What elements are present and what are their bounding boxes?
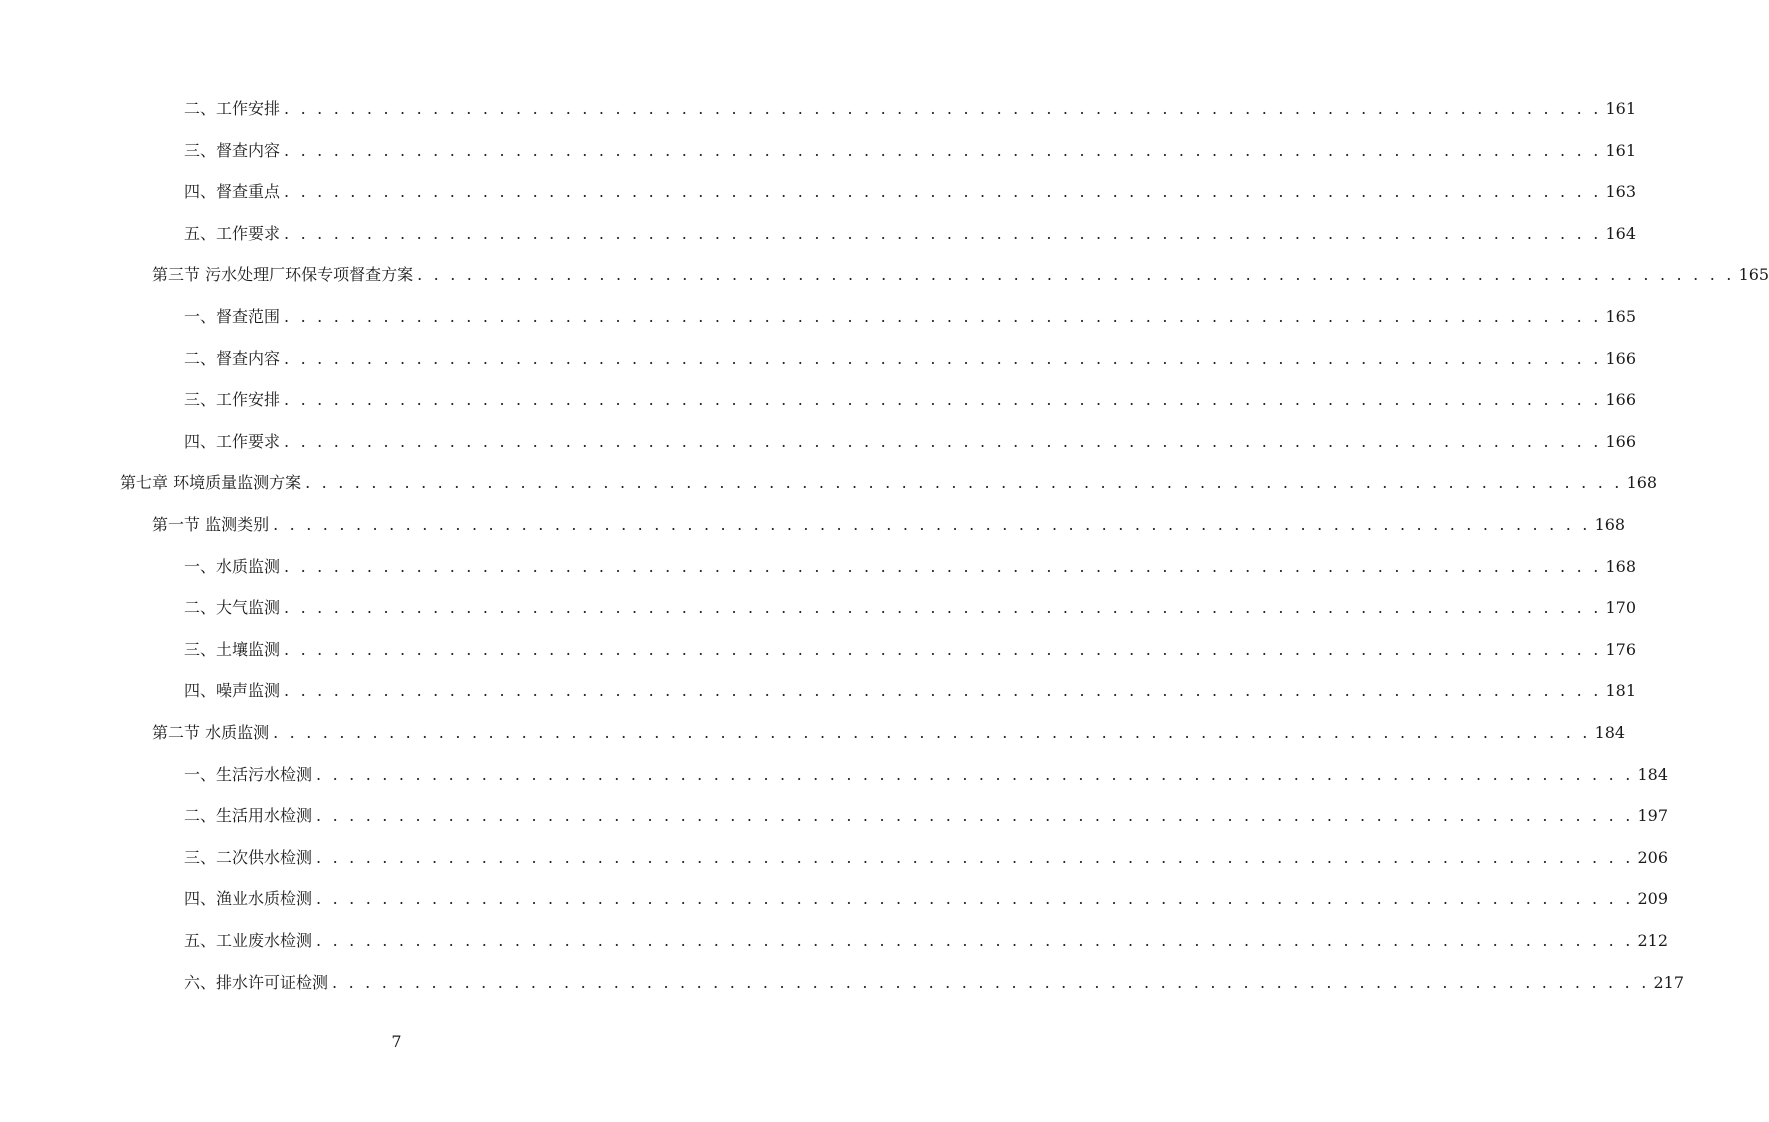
toc-entry[interactable]	[184, 179, 1637, 205]
toc-entry-title: 二、生活用水检测	[184, 806, 313, 826]
toc-entry[interactable]	[152, 720, 1626, 746]
toc-entry-title: 五、工业废水检测	[184, 931, 313, 950]
toc-entry[interactable]	[184, 762, 1669, 788]
toc-entry[interactable]	[184, 845, 1669, 871]
toc-entry[interactable]	[184, 304, 1637, 330]
toc-entry[interactable]	[184, 678, 1637, 704]
toc-dot-leader: . . . . . . . . . . . . . . . . . . . . . . . . . . . . . . . . . . . . . . . . . . . . . . . . . . . . . . . . . . . . . . . . . . . . . . . . . . . . . . . .	[284, 556, 1602, 576]
page-number: 7	[391, 1032, 402, 1051]
toc-entry-page: 161	[1605, 140, 1637, 160]
toc-entry-title: 第一节 监测类别	[152, 515, 270, 534]
toc-dot-leader: . . . . . . . . . . . . . . . . . . . . . . . . . . . . . . . . . . . . . . . . . . . . . . . . . . . . . . . . . . . . . . . . . . . . . . . . . . . . . . . .	[284, 307, 1602, 326]
toc-entry[interactable]	[184, 637, 1637, 663]
toc-entry-page: 217	[1653, 972, 1685, 992]
toc-entry[interactable]	[184, 346, 1637, 372]
toc-entry[interactable]	[184, 387, 1637, 413]
toc-entry-page: 164	[1605, 223, 1637, 243]
toc-entry[interactable]	[184, 554, 1637, 580]
toc-entry-title: 一、水质监测	[184, 556, 281, 576]
toc-entry-title: 一、生活污水检测	[184, 764, 313, 784]
toc-dot-leader: . . . . . . . . . . . . . . . . . . . . . . . . . . . . . . . . . . . . . . . . . . . . . . . . . . . . . . . . . . . . . . . . . . . . . . . . . . . . . . . .	[284, 390, 1602, 410]
toc-entry-title: 二、大气监测	[184, 598, 281, 618]
toc-entry-page: 168	[1626, 473, 1658, 493]
toc-dot-leader: . . . . . . . . . . . . . . . . . . . . . . . . . . . . . . . . . . . . . . . . . . . . . . . . . . . . . . . . . . . . . . . . . . . . . . . . . . . . . . . .	[316, 931, 1634, 950]
toc-dot-leader: . . . . . . . . . . . . . . . . . . . . . . . . . . . . . . . . . . . . . . . . . . . . . . . . . . . . . . . . . . . . . . . . . . . . . . . . . . . . . . . .	[284, 99, 1602, 118]
toc-entry[interactable]	[184, 138, 1637, 164]
toc-dot-leader: . . . . . . . . . . . . . . . . . . . . . . . . . . . . . . . . . . . . . . . . . . . . . . . . . . . . . . . . . . . . . . . . . . . . . . . . . . . . . . . .	[284, 431, 1602, 451]
toc-dot-leader: . . . . . . . . . . . . . . . . . . . . . . . . . . . . . . . . . . . . . . . . . . . . . . . . . . . . . . . . . . . . . . . . . . . . . . . . . . . . . . . .	[284, 681, 1602, 701]
toc-entry-title: 第七章 环境质量监测方案	[120, 473, 302, 493]
toc-dot-leader: . . . . . . . . . . . . . . . . . . . . . . . . . . . . . . . . . . . . . . . . . . . . . . . . . . . . . . . . . . . . . . . . . . . . . . . . . . . . . . . .	[273, 723, 1591, 742]
toc-entry-page: 165	[1738, 265, 1769, 285]
toc-entry-title: 四、渔业水质检测	[184, 889, 313, 909]
toc-dot-leader: . . . . . . . . . . . . . . . . . . . . . . . . . . . . . . . . . . . . . . . . . . . . . . . . . . . . . . . . . . . . . . . . . . . . . . . . . . . . . . . .	[316, 806, 1634, 826]
toc-entry-page: 184	[1594, 723, 1626, 742]
toc-dot-leader: . . . . . . . . . . . . . . . . . . . . . . . . . . . . . . . . . . . . . . . . . . . . . . . . . . . . . . . . . . . . . . . . . . . . . . . . . . . . . . . .	[284, 223, 1602, 243]
toc-entry[interactable]	[184, 221, 1637, 247]
toc-entry-title: 六、排水许可证检测	[184, 972, 329, 992]
toc-dot-leader: . . . . . . . . . . . . . . . . . . . . . . . . . . . . . . . . . . . . . . . . . . . . . . . . . . . . . . . . . . . . . . . . . . . . . . . . . . . . . . . .	[284, 182, 1602, 202]
toc-dot-leader: . . . . . . . . . . . . . . . . . . . . . . . . . . . . . . . . . . . . . . . . . . . . . . . . . . . . . . . . . . . . . . . . . . . . . . . . . . . . . . . .	[316, 889, 1634, 909]
toc-dot-leader: . . . . . . . . . . . . . . . . . . . . . . . . . . . . . . . . . . . . . . . . . . . . . . . . . . . . . . . . . . . . . . . . . . . . . . . . . . . . . . . .	[305, 473, 1623, 493]
toc-entry-title: 四、督查重点	[184, 182, 281, 202]
toc-entry-title: 三、督查内容	[184, 140, 281, 160]
toc-entry[interactable]	[184, 970, 1685, 996]
toc-entry-page: 209	[1637, 889, 1669, 909]
toc-entry-page: 163	[1605, 182, 1637, 202]
toc-entry[interactable]	[120, 470, 1658, 496]
toc-entry-title: 三、土壤监测	[184, 639, 281, 659]
toc-entry[interactable]	[152, 262, 1769, 288]
toc-entry-title: 四、工作要求	[184, 431, 281, 451]
toc-dot-leader: . . . . . . . . . . . . . . . . . . . . . . . . . . . . . . . . . . . . . . . . . . . . . . . . . . . . . . . . . . . . . . . . . . . . . . . . . . . . . . . .	[417, 265, 1735, 285]
toc-entry-page: 168	[1594, 515, 1626, 534]
toc-entry-title: 二、工作安排	[184, 99, 281, 118]
toc-entry-page: 161	[1605, 99, 1637, 118]
toc-entry[interactable]	[184, 429, 1637, 455]
toc-entry-page: 206	[1637, 847, 1669, 867]
toc-dot-leader: . . . . . . . . . . . . . . . . . . . . . . . . . . . . . . . . . . . . . . . . . . . . . . . . . . . . . . . . . . . . . . . . . . . . . . . . . . . . . . . .	[284, 639, 1602, 659]
toc-entry[interactable]	[184, 886, 1669, 912]
toc-dot-leader: . . . . . . . . . . . . . . . . . . . . . . . . . . . . . . . . . . . . . . . . . . . . . . . . . . . . . . . . . . . . . . . . . . . . . . . . . . . . . . . .	[332, 972, 1650, 992]
toc-entry[interactable]	[184, 803, 1669, 829]
toc-entry[interactable]	[184, 928, 1669, 954]
toc-dot-leader: . . . . . . . . . . . . . . . . . . . . . . . . . . . . . . . . . . . . . . . . . . . . . . . . . . . . . . . . . . . . . . . . . . . . . . . . . . . . . . . .	[284, 348, 1602, 368]
toc-entry-page: 184	[1637, 764, 1669, 784]
toc-entry-title: 四、噪声监测	[184, 681, 281, 701]
toc-entry-title: 第二节 水质监测	[152, 723, 270, 742]
toc-entry-title: 三、工作安排	[184, 390, 281, 410]
toc-entry-page: 181	[1605, 681, 1637, 701]
toc-entry-title: 五、工作要求	[184, 223, 281, 243]
toc-dot-leader: . . . . . . . . . . . . . . . . . . . . . . . . . . . . . . . . . . . . . . . . . . . . . . . . . . . . . . . . . . . . . . . . . . . . . . . . . . . . . . . .	[316, 764, 1634, 784]
toc-entry-page: 170	[1605, 598, 1637, 618]
toc-entry[interactable]	[184, 96, 1637, 122]
toc-dot-leader: . . . . . . . . . . . . . . . . . . . . . . . . . . . . . . . . . . . . . . . . . . . . . . . . . . . . . . . . . . . . . . . . . . . . . . . . . . . . . . . .	[316, 847, 1634, 867]
toc-dot-leader: . . . . . . . . . . . . . . . . . . . . . . . . . . . . . . . . . . . . . . . . . . . . . . . . . . . . . . . . . . . . . . . . . . . . . . . . . . . . . . . .	[284, 598, 1602, 618]
toc-dot-leader: . . . . . . . . . . . . . . . . . . . . . . . . . . . . . . . . . . . . . . . . . . . . . . . . . . . . . . . . . . . . . . . . . . . . . . . . . . . . . . . .	[284, 140, 1602, 160]
toc-entry-page: 166	[1605, 348, 1637, 368]
toc-entry-page: 212	[1637, 931, 1669, 950]
toc-entry-page: 176	[1605, 639, 1637, 659]
toc-entry-title: 一、督查范围	[184, 307, 281, 326]
toc-entry[interactable]	[152, 512, 1626, 538]
toc-entry-title: 三、二次供水检测	[184, 847, 313, 867]
toc-entry-page: 197	[1637, 806, 1669, 826]
toc-entry-page: 166	[1605, 431, 1637, 451]
toc-dot-leader: . . . . . . . . . . . . . . . . . . . . . . . . . . . . . . . . . . . . . . . . . . . . . . . . . . . . . . . . . . . . . . . . . . . . . . . . . . . . . . . .	[273, 515, 1591, 534]
toc-entry-title: 二、督查内容	[184, 348, 281, 368]
toc-entry-title: 第三节 污水处理厂环保专项督查方案	[152, 265, 414, 285]
toc-entry-page: 168	[1605, 556, 1637, 576]
toc-entry-page: 166	[1605, 390, 1637, 410]
toc-entry[interactable]	[184, 595, 1637, 621]
toc-entry-page: 165	[1605, 307, 1637, 326]
